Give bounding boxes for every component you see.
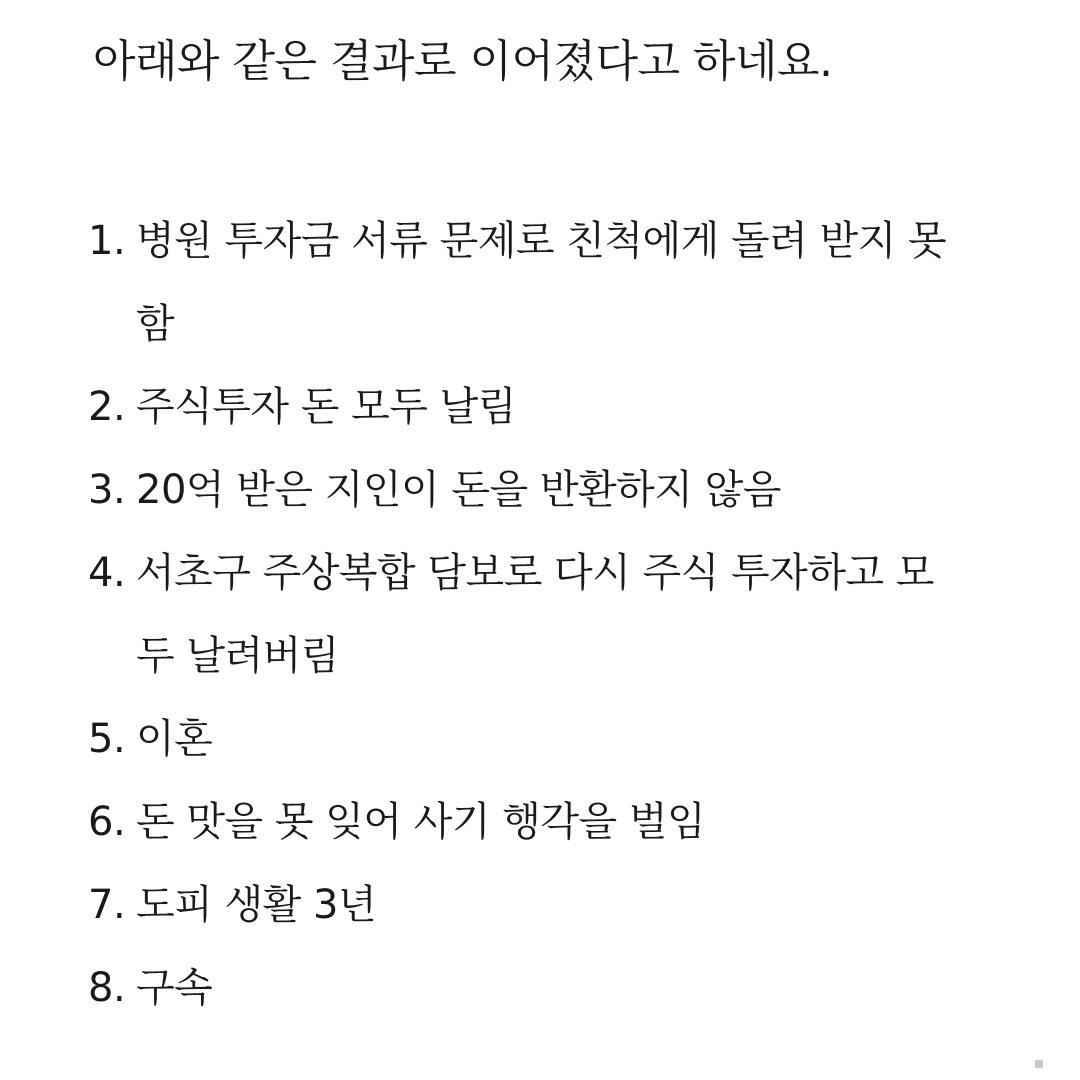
- list-item-number: 6.: [88, 799, 126, 845]
- list-item-text: 이혼: [136, 716, 213, 762]
- list-item-text: 도피 생활 3년: [136, 882, 377, 928]
- list-item: [88, 449, 988, 532]
- list-item: [88, 781, 988, 864]
- list-item-number: 3.: [88, 467, 126, 513]
- list-item-text: 구속: [136, 965, 213, 1011]
- list-item-number: 5.: [88, 716, 126, 762]
- list-item: [88, 532, 988, 698]
- list-item: [88, 366, 988, 449]
- list-item: [88, 864, 988, 947]
- list-item-number: 7.: [88, 882, 126, 928]
- list-item-text: 주식투자 돈 모두 날림: [136, 384, 516, 430]
- list-item: [88, 200, 988, 366]
- corner-mark: [1035, 1060, 1043, 1068]
- list-item-text: 20억 받은 지인이 돈을 반환하지 않음: [136, 467, 781, 513]
- list-item-text: 병원 투자금 서류 문제로 친척에게 돌려 받지 못함: [136, 218, 947, 347]
- list-item-number: 1.: [88, 218, 126, 264]
- list-item-number: 2.: [88, 384, 126, 430]
- list-item: [88, 947, 988, 1030]
- list-item-number: 8.: [88, 965, 126, 1011]
- intro-text: 아래와 같은 결과로 이어졌다고 하네요.: [93, 36, 833, 87]
- list-item-text: 서초구 주상복합 담보로 다시 주식 투자하고 모두 날려버림: [136, 550, 934, 679]
- result-list: [88, 200, 988, 1030]
- list-item-number: 4.: [88, 550, 126, 596]
- list-item: [88, 698, 988, 781]
- list-item-text: 돈 맛을 못 잊어 사기 행각을 벌임: [136, 799, 706, 845]
